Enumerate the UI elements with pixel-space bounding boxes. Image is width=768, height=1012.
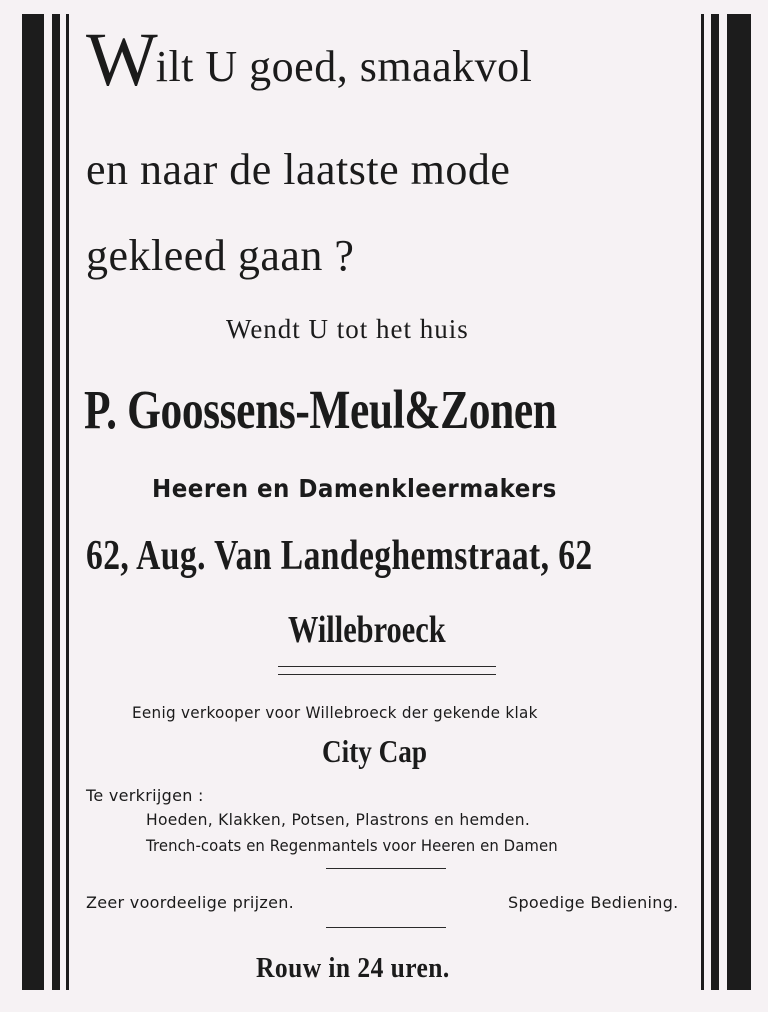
available-label: Te verkrijgen : — [86, 786, 204, 805]
headline-line-1-text: ilt U goed, smaakvol — [155, 42, 533, 91]
service-note: Spoedige Bediening. — [508, 893, 679, 912]
left-border-thick — [22, 14, 44, 990]
left-border-hairline — [66, 14, 69, 990]
products-line-1: Hoeden, Klakken, Potsen, Plastrons en hemden. — [146, 810, 531, 829]
mourning-note: Rouw in 24 uren. — [256, 952, 450, 984]
divider-under-town-2 — [278, 674, 496, 675]
town-name: Willebroeck — [288, 609, 446, 651]
intro-text: Wendt U tot het huis — [226, 314, 469, 344]
trade-line: Heeren en Damenkleermakers — [152, 474, 557, 503]
right-border-hairline — [701, 14, 704, 990]
headline-line-2: en naar de laatste mode — [86, 145, 511, 194]
prices-note: Zeer voordeelige prijzen. — [86, 893, 295, 912]
divider-under-town-1 — [278, 666, 496, 667]
address-line: 62, Aug. Van Landeghemstraat, 62 — [86, 533, 593, 579]
products-line-2: Trench-coats en Regenmantels voor Heeren en Damen — [146, 836, 558, 855]
headline-line-3: gekleed gaan ? — [86, 231, 355, 280]
firm-name: P. Goossens-Meul&Zonen — [84, 379, 557, 440]
headline-initial: W — [86, 18, 156, 102]
headline-line-1 — [86, 18, 533, 102]
divider-before-mourning — [326, 927, 446, 928]
right-border-thin — [711, 14, 719, 990]
brand-name: City Cap — [322, 733, 428, 769]
divider-after-products — [326, 868, 446, 869]
left-border-thin — [52, 14, 60, 990]
agency-note: Eenig verkooper voor Willebroeck der gekende klak — [132, 703, 538, 722]
right-border-thick — [727, 14, 751, 990]
